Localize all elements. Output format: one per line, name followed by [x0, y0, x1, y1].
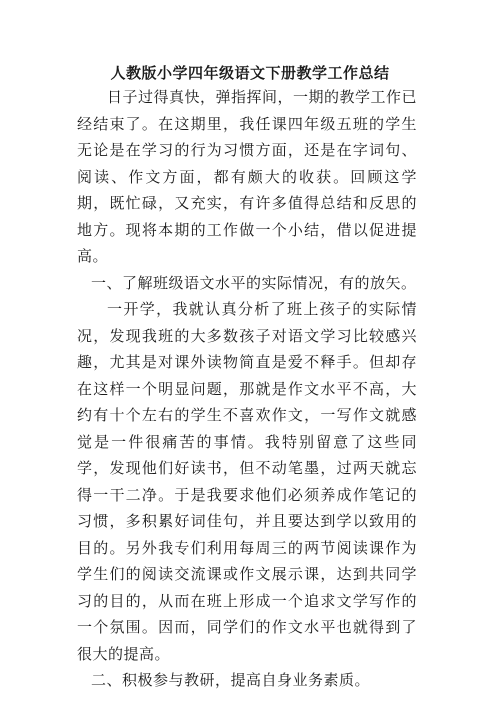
paragraph-section-1: 一开学，我就认真分析了班上孩子的实际情况，发现我班的大多数孩子对语文学习比较感兴趣，尤其是对课外读物简直是爱不释手。但却存在这样一个明显问题，那就是作文水平不高，大约有十个左右的学生不喜欢作文，一写作文就感觉是一件很痛苦的事情。我特别留意了这些同学，发现他们好读书，但不动笔墨，过两天就忘得一干二净。于是我要求他们必须养成作笔记的习惯，多积累好词佳句，并且要达到学以致用的目的。另外我专们利用每周三的两节阅读课作为学生们的阅读交流课或作文展示课，达到共同学习的目的，从而在班上形成一个追求文学写作的一个氛围。因而，同学们的作文水平也就得到了很大的提高。: [77, 300, 417, 663]
paragraph-intro: 日子过得真快，弹指挥间，一期的教学工作已经结束了。在这期里，我任课四年级五班的学生无论是在学习的行为习惯方面，还是在字词句、阅读、作文方面，都有颇大的收获。回顾这学期，既忙碌，又充实，有许多值得总结和反思的地方。现将本期的工作做一个小结，借以促进提高。: [77, 88, 418, 265]
document-body: [77, 84, 417, 694]
document-title: 人教版小学四年级语文下册教学工作总结: [110, 64, 390, 82]
section-heading-1: 一、了解班级语文水平的实际情况，有的放矢。: [91, 273, 417, 292]
section-heading-2: 二、积极参与教研，提高自身业务素质。: [91, 671, 371, 689]
